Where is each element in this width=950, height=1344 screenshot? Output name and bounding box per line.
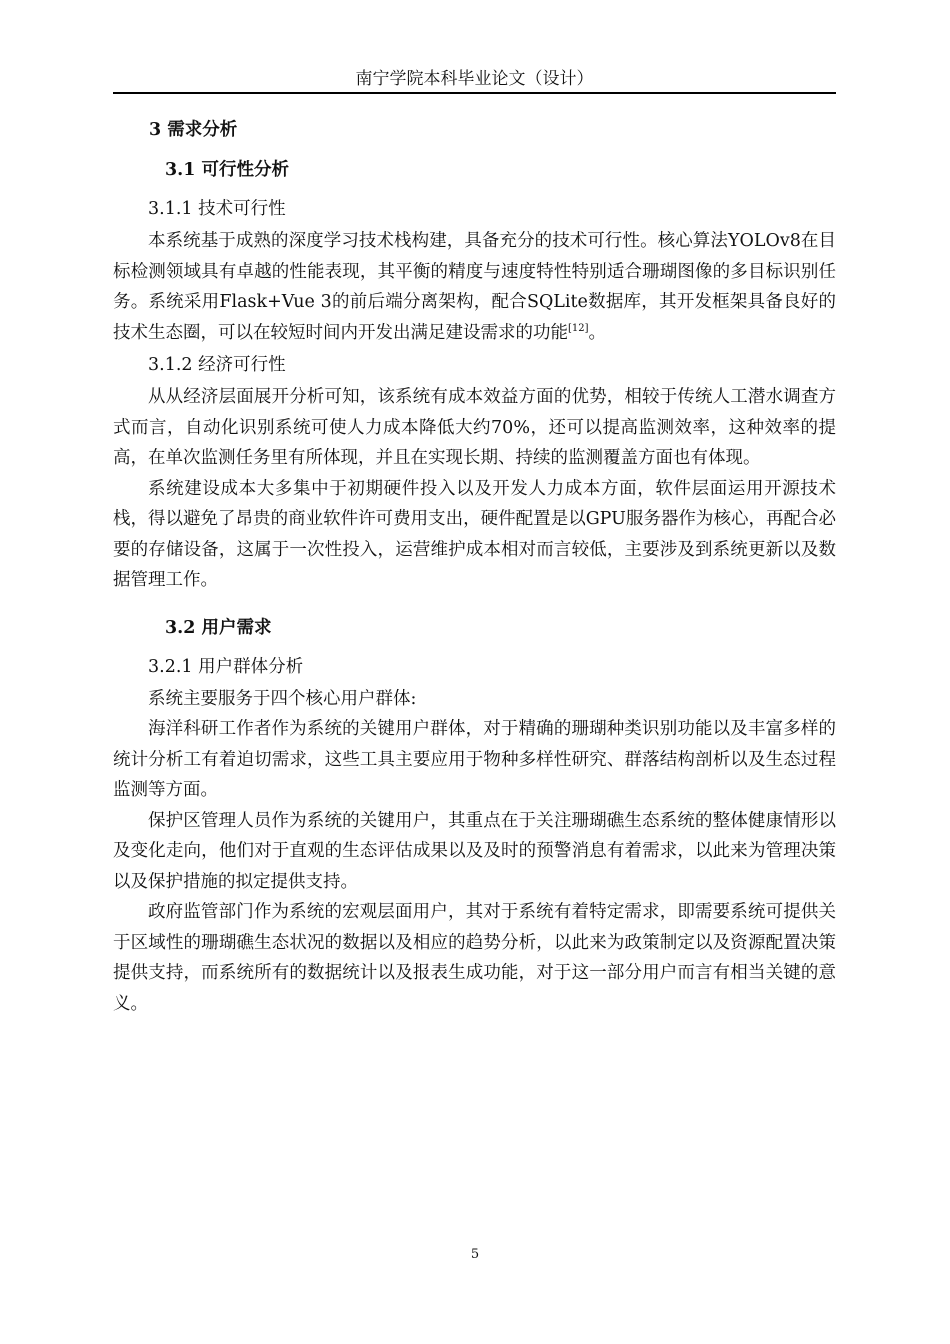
paragraph-end: 。: [588, 322, 607, 343]
paragraph-researchers: 海洋科研工作者作为系统的关键用户群体，对于精确的珊瑚种类识别功能以及丰富多样的统计分析工有着迫切需求，这些工具主要应用于物种多样性研究、群落结构剖析以及生态过程监测等方面。: [113, 719, 836, 800]
subsection-3-2-1-title: 3.2.1 用户群体分析: [148, 656, 304, 677]
paragraph-user-groups-intro: 系统主要服务于四个核心用户群体:: [148, 688, 417, 709]
subsection-3-1-1-title: 3.1.1 技术可行性: [148, 199, 286, 219]
paragraph-reserve-managers: 保护区管理人员作为系统的关键用户，其重点在于关注珊瑚礁生态系统的整体健康情形以及变化走向，他们对于直观的生态评估成果以及及时的预警消息有着需求，以此来为管理决策以及保护措施的拟定提供支持。: [113, 810, 836, 892]
subsection-3-1-2-title: 3.1.2 经济可行性: [148, 355, 286, 375]
paragraph-government: 政府监管部门作为系统的宏观层面用户，其对于系统有着特定需求，即需要系统可提供关于区域性的珊瑚礁生态状况的数据以及相应的趋势分析，以此来为政策制定以及资源配置决策提供支持，而系统所有的数据统计以及报表生成功能，对于这一部分用户而言有相当关键的意义。: [113, 902, 836, 1014]
chapter-title: 3 需求分析: [149, 120, 238, 140]
paragraph-economic-2: 系统建设成本大多集中于初期硬件投入以及开发人力成本方面，软件层面运用开源技术栈，得以避免了昂贵的商业软件许可费用支出，硬件配置是以GPU服务器作为核心，再配合必要的存储设备，这属于一次性投入，运营维护成本相对而言较低，主要涉及到系统更新以及数据管理工作。: [113, 478, 836, 590]
page-number: 5: [470, 1247, 480, 1262]
paragraph-technical-feasibility: [113, 226, 836, 348]
citation: [12]: [568, 322, 589, 334]
page-header: 南宁学院本科毕业论文（设计）: [113, 66, 836, 94]
paragraph-economic-1: 从从经济层面展开分析可知，该系统有成本效益方面的优势，相较于传统人工潜水调查方式而言，自动化识别系统可使人力成本降低大约70%，还可以提高监测效率，这种效率的提高，在单次监测任务里有所体现，并且在实现长期、持续的监测覆盖方面也有体现。: [113, 387, 836, 468]
section-3-1-title: 3.1 可行性分析: [165, 160, 290, 180]
document-body: [113, 112, 836, 1019]
paragraph-text: 本系统基于成熟的深度学习技术栈构建，具备充分的技术可行性。核心算法YOLOv8在目标检测领域具有卓越的性能表现，其平衡的精度与速度特性特别适合珊瑚图像的多目标识别任务。系统采用Flask+Vue 3的前后端分离架构，配合SQLite数据库，其开发框架具备良好的技术生态圈，可以在较短时间内开发出满足建设需求的功能: [113, 231, 836, 343]
section-3-2-title: 3.2 用户需求: [165, 617, 272, 638]
